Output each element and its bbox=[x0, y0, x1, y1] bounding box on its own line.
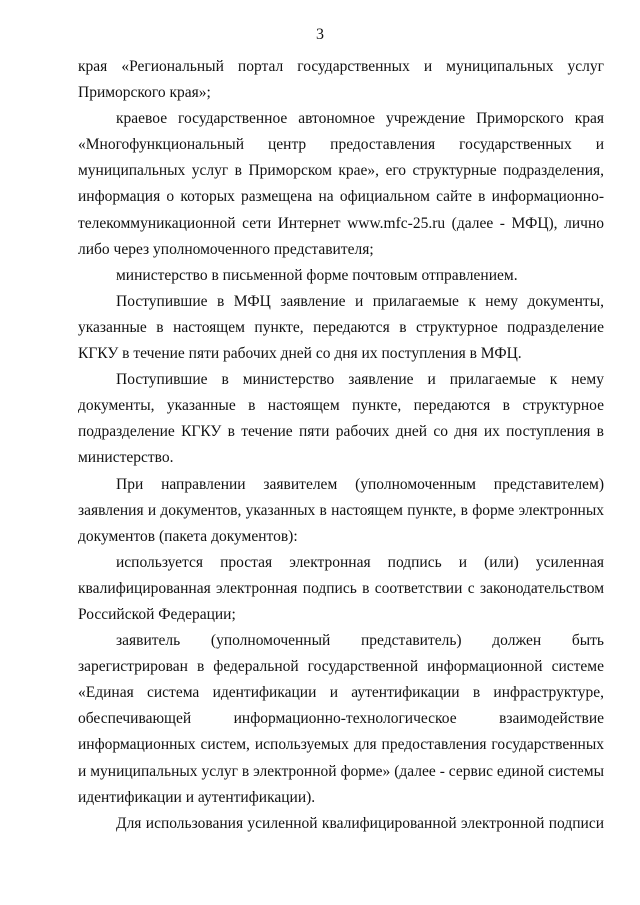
paragraph-qualified-signature: Для использования усиленной квалифицированной электронной подписи bbox=[116, 814, 604, 832]
paragraph-electronic-submission: При направлении заявителем (уполномоченным представителем) заявления и документов, указанных в настоящем пункте, в форме электронных документов (пакета документов): bbox=[78, 475, 604, 545]
paragraph-portal-continuation: края «Региональный портал государственных и муниципальных услуг Приморского края»; bbox=[78, 58, 604, 102]
paragraph-mfc-transfer: Поступившие в МФЦ заявление и прилагаемые к нему документы, указанные в настоящем пункте, передаются в структурное подразделение КГКУ в течение пяти рабочих дней со дня их поступления в МФЦ. bbox=[78, 292, 604, 363]
paragraph-ministry-transfer: Поступившие в министерство заявление и прилагаемые к нему документы, указанные в настоящем пункте, передаются в структурное подразделение КГКУ в течение пяти рабочих дней со дня их поступления в министерство. bbox=[78, 371, 604, 467]
paragraph-ministry-post: министерство в письменной форме почтовым отправлением. bbox=[116, 266, 518, 284]
paragraph-mfc: краевое государственное автономное учреждение Приморского края «Многофункциональный центр предоставления государственных и муниципальных услуг в Приморском крае», его структурные подразделения, информация о которых размещена на официальном сайте в информационно-телекоммуникационной сети Интернет www.mfc-25.ru (далее - МФЦ), лично либо через уполномоченного представителя; bbox=[78, 110, 604, 258]
paragraph-esia-registration: заявитель (уполномоченный представитель) должен быть зарегистрирован в федеральной государственной информационной системе «Единая система идентификации и аутентификации в инфраструктуре, обеспечивающей информационно-технологическое взаимодействие информационных систем, используемых для предоставления государственных и муниципальных услуг в электронной форме» (далее - сервис единой системы идентификации и аутентификации). bbox=[78, 632, 604, 806]
page-number: 3 bbox=[316, 26, 324, 43]
document-body bbox=[78, 54, 604, 837]
paragraph-electronic-signature: используется простая электронная подпись и (или) усиленная квалифицированная электронная подпись в соответствии с законодательством Российской Федерации; bbox=[78, 553, 604, 623]
